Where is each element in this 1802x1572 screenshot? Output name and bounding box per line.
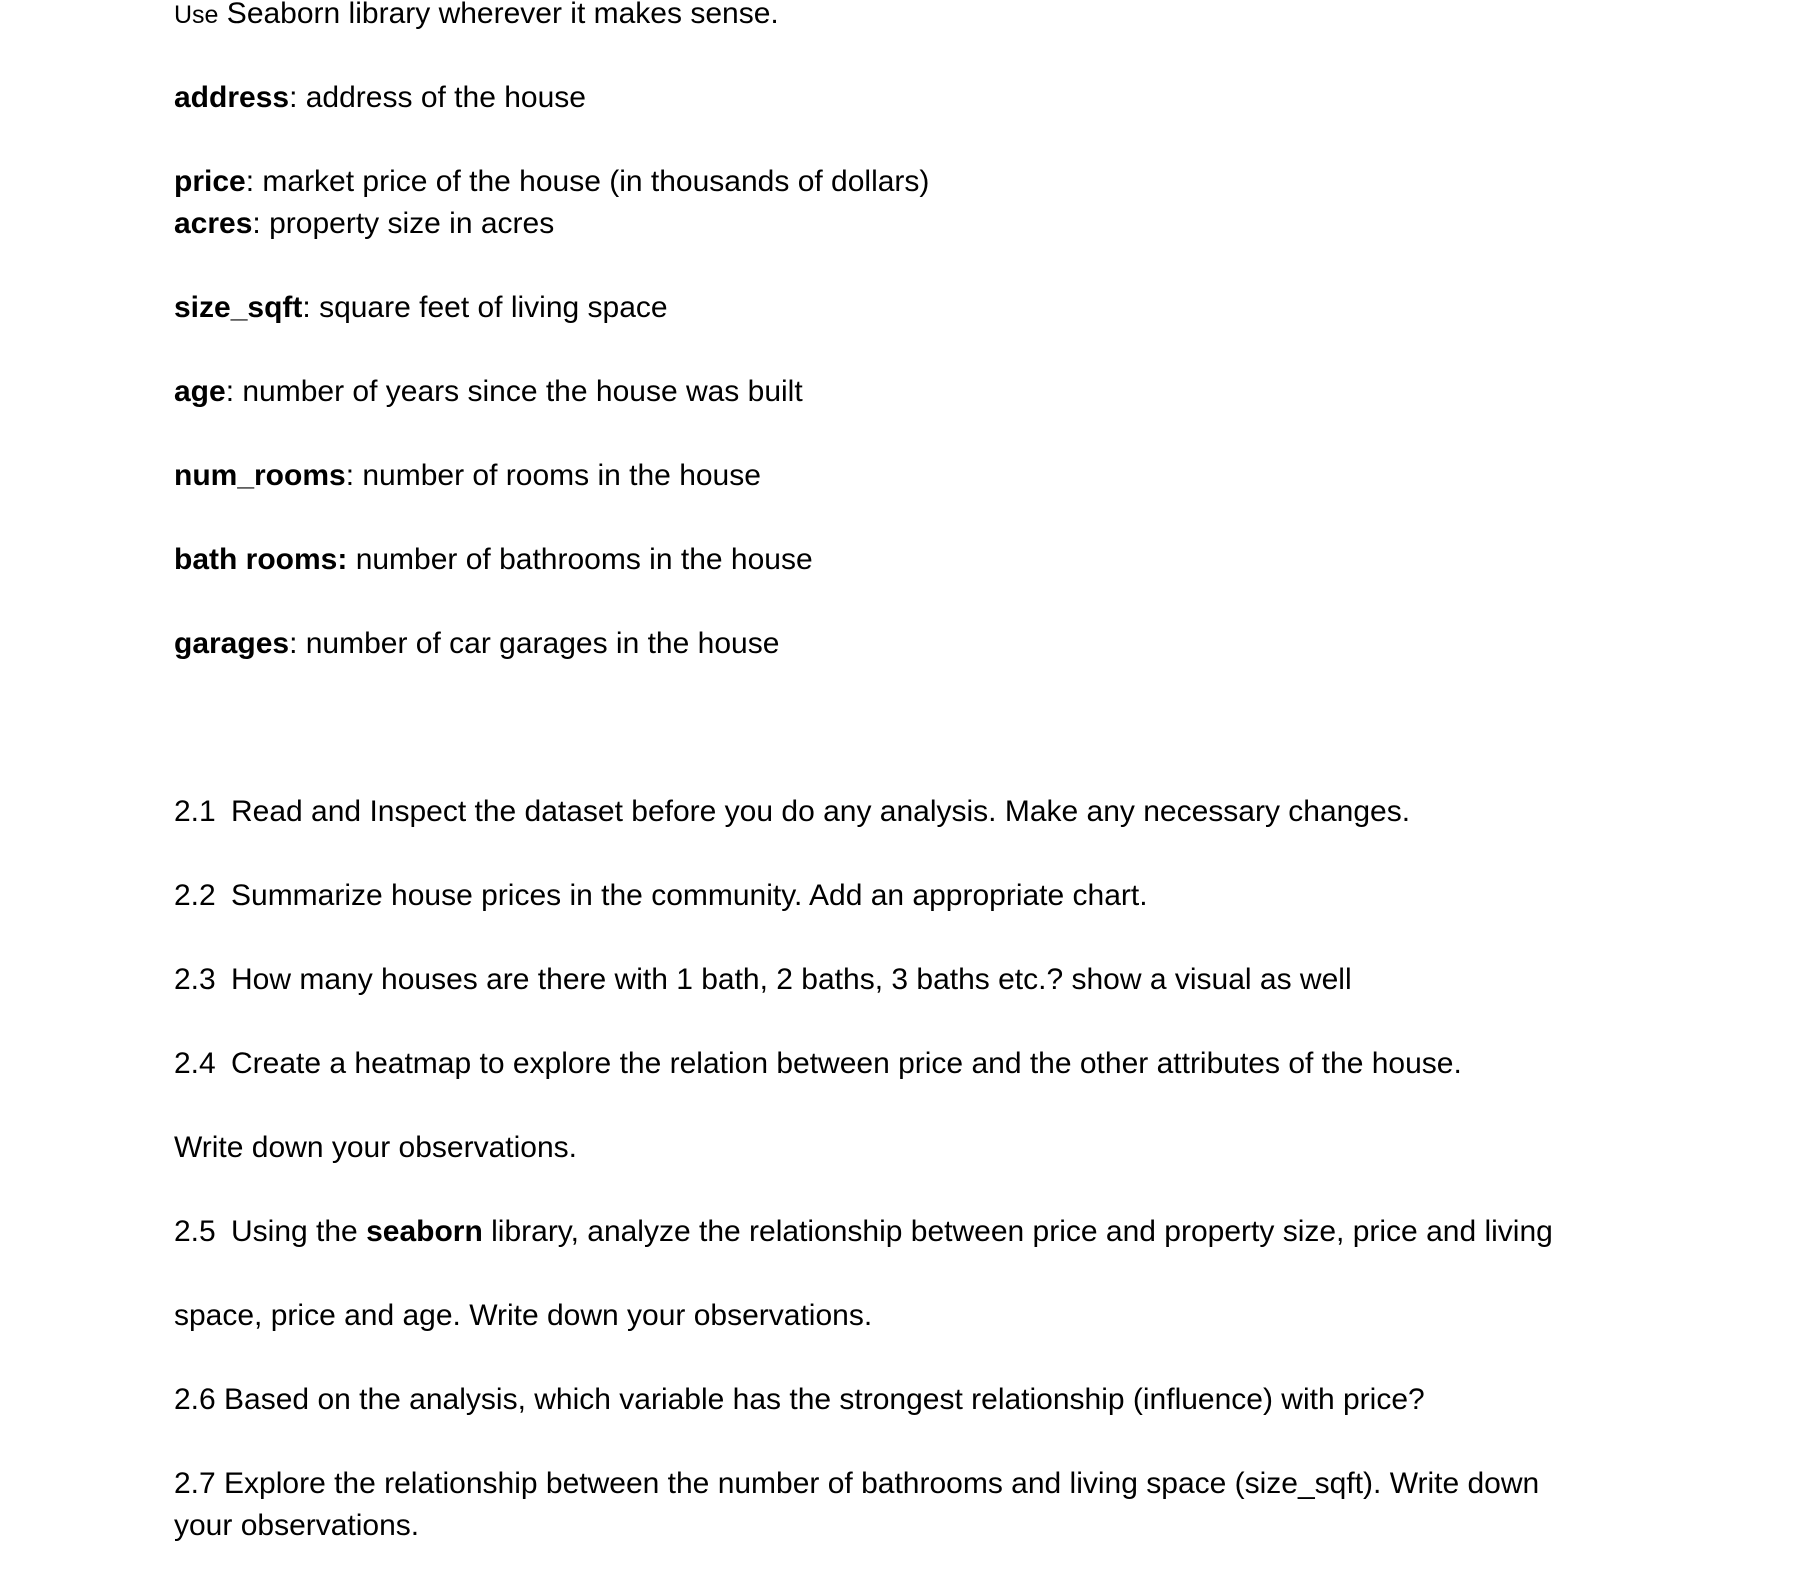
field-garages	[174, 626, 779, 662]
field-name: num_rooms	[174, 459, 346, 492]
question-2-7-line-1: 2.7 Explore the relationship between the number of bathrooms and living space (size_sqft). Write down	[174, 1467, 1540, 1500]
field-bath-rooms	[174, 542, 813, 578]
field-name: age	[174, 375, 226, 408]
field-address	[174, 80, 586, 116]
question-number: 2.5	[174, 1215, 216, 1248]
intro-prefix: Use	[174, 1, 219, 29]
question-number: 2.3	[174, 963, 216, 996]
field-sep: :	[345, 459, 363, 492]
question-text: How many houses are there with 1 bath, 2 baths, 3 baths etc.? show a visual as well	[231, 963, 1352, 996]
field-sep: :	[302, 291, 320, 324]
question-text: Create a heatmap to explore the relation between price and the other attributes of the house.	[231, 1047, 1462, 1080]
field-desc: number of bathrooms in the house	[355, 543, 813, 576]
field-sep: :	[289, 627, 306, 660]
field-name: size_sqft	[174, 291, 303, 324]
field-price	[174, 164, 929, 200]
field-age	[174, 374, 803, 410]
field-desc: property size in acres	[269, 207, 555, 240]
field-desc: number of years since the house was built	[242, 375, 803, 408]
question-2-6: 2.6 Based on the analysis, which variable has the strongest relationship (influence) with price?	[174, 1383, 1425, 1416]
field-sep: :	[245, 165, 263, 198]
question-number: 2.2	[174, 879, 216, 912]
question-text: Summarize house prices in the community. Add an appropriate chart.	[231, 879, 1148, 912]
field-acres	[174, 206, 554, 242]
question-2-2	[174, 878, 1148, 914]
field-name: price	[174, 165, 246, 198]
intro-text: Seaborn library wherever it makes sense.	[218, 0, 779, 30]
field-name: acres	[174, 207, 253, 240]
question-2-5-continued: space, price and age. Write down your observations.	[174, 1299, 873, 1332]
field-name: garages	[174, 627, 290, 660]
field-sep	[347, 543, 355, 576]
question-text-before: Using the	[231, 1215, 367, 1248]
field-desc: number of rooms in the house	[362, 459, 761, 492]
question-2-4	[174, 1046, 1462, 1082]
field-name: bath rooms:	[174, 543, 348, 576]
intro-line	[174, 0, 779, 33]
question-2-1	[174, 794, 1410, 830]
field-num-rooms	[174, 458, 761, 494]
field-desc: square feet of living space	[319, 291, 668, 324]
field-size-sqft	[174, 290, 668, 326]
question-2-3	[174, 962, 1352, 998]
field-desc: market price of the house (in thousands of dollars)	[262, 165, 930, 198]
field-sep: :	[252, 207, 270, 240]
question-text-bold: seaborn	[366, 1215, 483, 1248]
question-number: 2.1	[174, 795, 216, 828]
question-2-7-line-2: your observations.	[174, 1509, 420, 1542]
question-2-4-continued: Write down your observations.	[174, 1131, 577, 1164]
field-sep: :	[289, 81, 306, 114]
question-2-5	[174, 1214, 1553, 1250]
question-text-after: library, analyze the relationship between price and property size, price and living	[482, 1215, 1553, 1248]
field-desc: address of the house	[305, 81, 586, 114]
field-desc: number of car garages in the house	[305, 627, 780, 660]
question-number: 2.4	[174, 1047, 216, 1080]
field-sep: :	[225, 375, 243, 408]
field-name: address	[174, 81, 290, 114]
question-text: Read and Inspect the dataset before you do any analysis. Make any necessary changes.	[231, 795, 1411, 828]
